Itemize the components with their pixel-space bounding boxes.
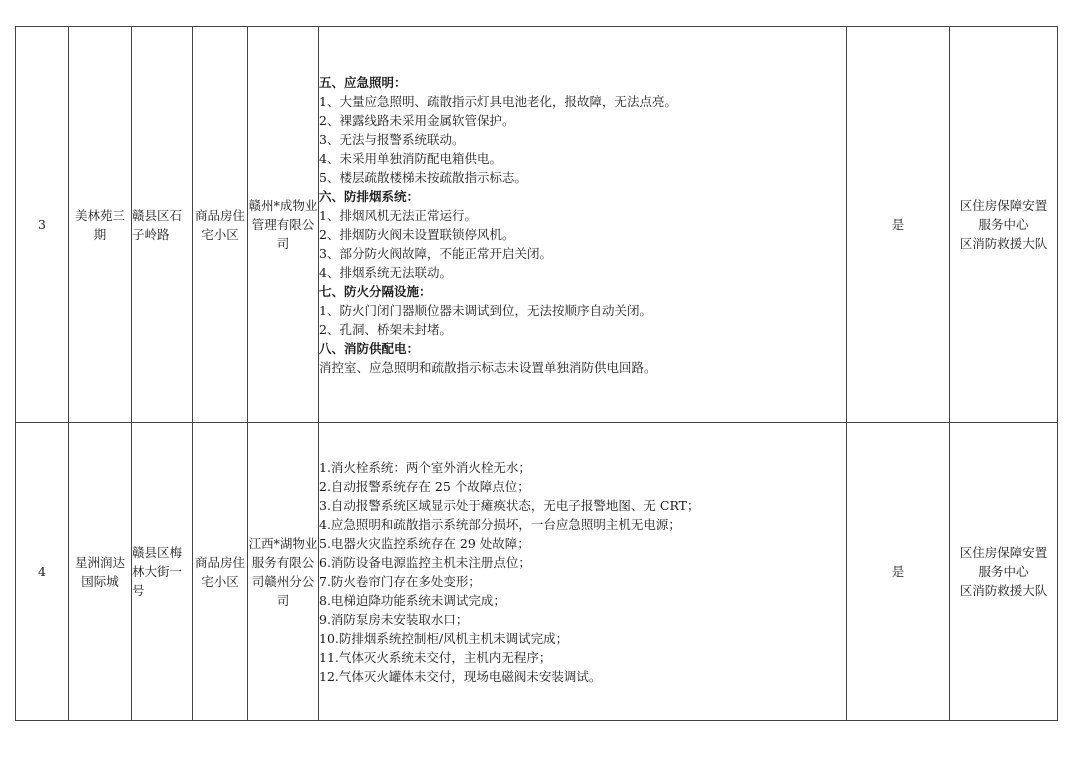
issue-item: 3、无法与报警系统联动。 (319, 131, 465, 147)
department-line: 服务中心 (978, 217, 1029, 232)
management-company: 赣州*成物业管理有限公司 (248, 27, 319, 423)
inspection-table (15, 26, 1058, 721)
issue-item: 3.自动报警系统区域显示处于瘫痪状态，无电子报警地图、无 CRT； (319, 497, 700, 513)
department-line: 区消防救援大队 (959, 583, 1048, 598)
row-number: 4 (16, 423, 69, 721)
department-line: 区住房保障安置 (959, 545, 1048, 560)
issue-item: 1.消火栓系统：两个室外消火栓无水； (319, 459, 531, 475)
row-number: 3 (16, 27, 69, 423)
issue-item: 4.应急照明和疏散指示系统部分损坏，一台应急照明主机无电源； (319, 516, 681, 532)
address: 赣县区石子岭路 (132, 27, 193, 423)
department-line: 服务中心 (978, 564, 1029, 579)
issue-item: 6.消防设备电源监控主机未注册点位； (319, 554, 531, 570)
responsible-departments (950, 27, 1058, 423)
property-type: 商品房住宅小区 (193, 423, 248, 721)
issue-list (319, 27, 847, 423)
table-row (16, 423, 1058, 721)
issue-item: 1、防火门闭门器顺位器未调试到位，无法按顺序自动关闭。 (319, 302, 652, 318)
department-line: 区住房保障安置 (959, 198, 1048, 213)
property-type: 商品房住宅小区 (193, 27, 248, 423)
issue-item: 11.气体灭火系统未交付，主机内无程序； (319, 649, 552, 665)
issue-item: 2、裸露线路未采用金属软管保护。 (319, 112, 515, 128)
issue-item: 4、未采用单独消防配电箱供电。 (319, 150, 502, 166)
issue-item: 1、排烟风机无法正常运行。 (319, 207, 477, 223)
issue-item: 5、楼层疏散楼梯未按疏散指示标志。 (319, 169, 527, 185)
table-row (16, 27, 1058, 423)
issue-item: 2、孔洞、桥架未封堵。 (319, 321, 452, 337)
issue-item: 9.消防泵房未安装取水口； (319, 611, 469, 627)
issue-item: 7.防火卷帘门存在多处变形； (319, 573, 481, 589)
issue-heading: 八、消防供配电： (319, 340, 420, 356)
issue-item: 12.气体灭火罐体未交付，现场电磁阀未安装调试。 (319, 668, 602, 684)
issue-item: 3、部分防火阀故障，不能正常开启关闭。 (319, 245, 552, 261)
issue-item: 2、排烟防火阀未设置联锁停风机。 (319, 226, 515, 242)
issue-heading: 五、应急照明： (319, 74, 407, 90)
rectification-flag: 是 (847, 423, 950, 721)
address: 赣县区梅林大街一号 (132, 423, 193, 721)
community-name: 星洲润达国际城 (69, 423, 132, 721)
issue-item: 2.自动报警系统存在 25 个故障点位； (319, 478, 530, 494)
community-name: 美林苑三期 (69, 27, 132, 423)
issue-item: 1、大量应急照明、疏散指示灯具电池老化，报故障，无法点亮。 (319, 93, 677, 109)
issue-item: 5.电器火灾监控系统存在 29 处故障； (319, 535, 530, 551)
issue-list (319, 423, 847, 721)
management-company: 江西*湖物业服务有限公司赣州分公司 (248, 423, 319, 721)
responsible-departments (950, 423, 1058, 721)
issue-heading: 七、防火分隔设施： (319, 283, 432, 299)
issue-item: 8.电梯迫降功能系统未调试完成； (319, 592, 506, 608)
issue-item: 4、排烟系统无法联动。 (319, 264, 452, 280)
rectification-flag: 是 (847, 27, 950, 423)
issue-item: 消控室、应急照明和疏散指示标志未设置单独消防供电回路。 (319, 359, 657, 375)
issue-item: 10.防排烟系统控制柜/风机主机未调试完成； (319, 630, 569, 646)
issue-heading: 六、防排烟系统： (319, 188, 420, 204)
department-line: 区消防救援大队 (959, 236, 1048, 251)
